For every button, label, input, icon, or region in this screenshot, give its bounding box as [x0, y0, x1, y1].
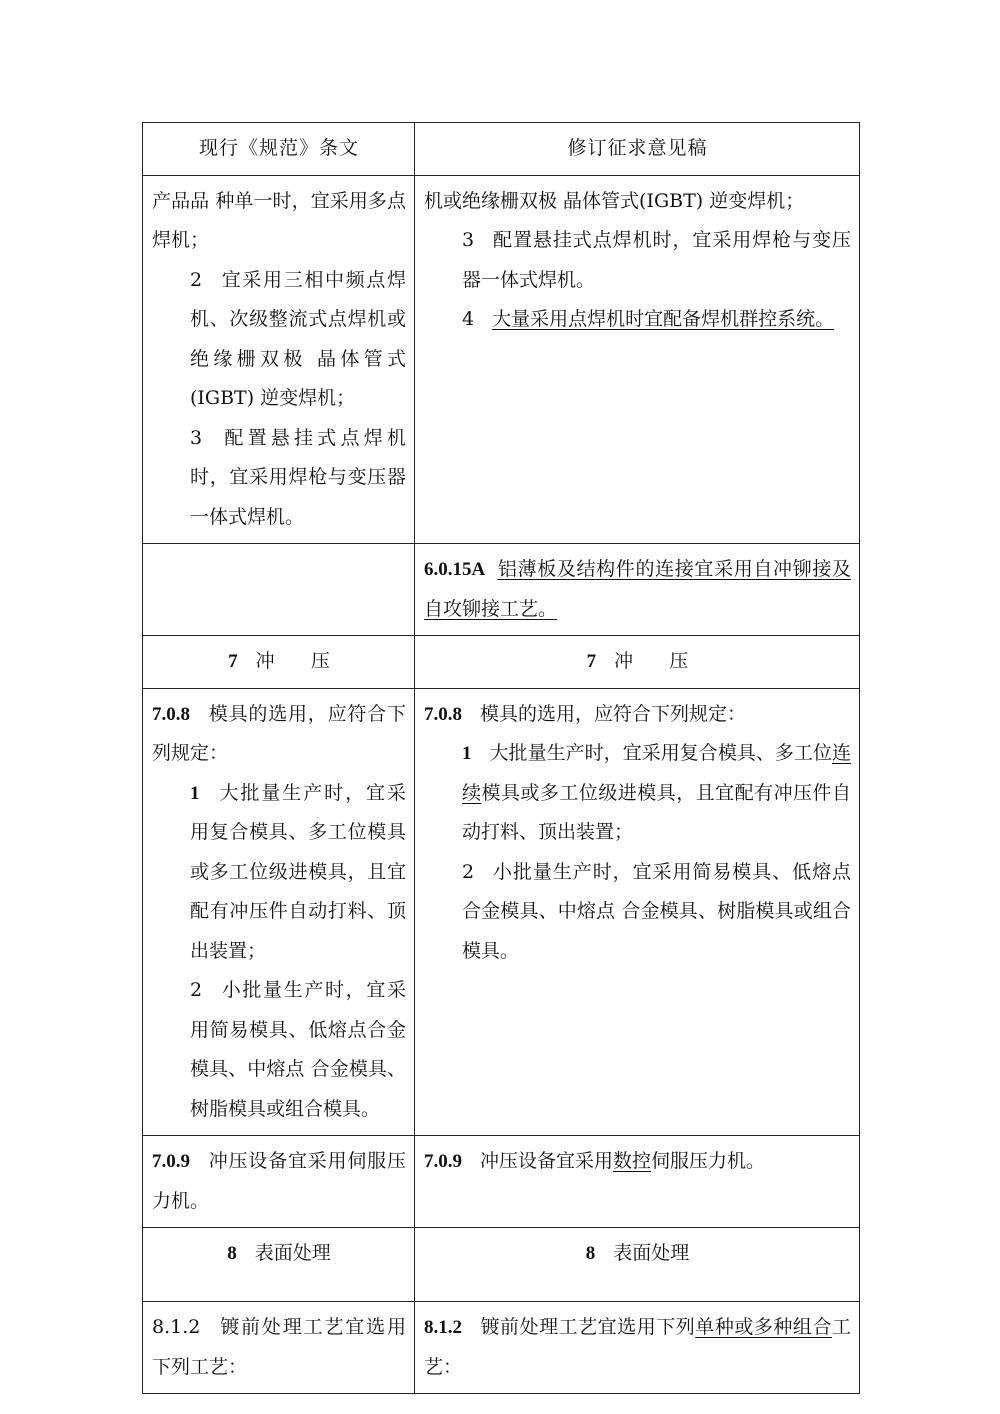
clause-item — [424, 300, 851, 340]
clause-text — [152, 1142, 406, 1221]
clause-body: 工艺： — [424, 1316, 851, 1378]
clause-item — [152, 261, 406, 419]
cell-revision-chapter — [415, 1228, 860, 1302]
clause-text: 产品品 种单一时，宜采用多点焊机； — [152, 189, 406, 251]
item-number: 2 — [462, 860, 475, 883]
item-text: 宜采用三相中频点焊机、次级整流式点焊机或绝缘栅双极 晶体管式(IGBT) 逆变焊机； — [190, 268, 406, 409]
item-text: 模具或多工位级进模具，且宜配有冲压件自动打料、顶出装置； — [462, 781, 851, 843]
clause-body: 镀前处理工艺宜选用下列工艺： — [152, 1316, 406, 1378]
clause-body: 伺服压力机。 — [651, 1150, 766, 1172]
header-current-clause: 现行《规范》条文 — [143, 123, 415, 176]
clause-text-added: 数控 — [613, 1150, 652, 1172]
clause-text: 机或绝缘栅双极 晶体管式(IGBT) 逆变焊机； — [424, 189, 805, 212]
chapter-number: 8 — [585, 1243, 596, 1264]
chapter-row — [143, 636, 860, 689]
chapter-title: 表面处理 — [254, 1242, 331, 1264]
clause-item — [424, 221, 851, 300]
item-text: 小批量生产时，宜采用简易模具、低熔点合金模具、中熔点 合金模具、树脂模具或组合模具。 — [462, 860, 851, 962]
clause-number: 8.1.2 — [152, 1316, 201, 1338]
chapter-row — [143, 1228, 860, 1302]
chapter-number: 8 — [227, 1243, 237, 1264]
cell-current — [143, 688, 415, 1136]
cell-current — [143, 1136, 415, 1228]
clause-number: 7.0.8 — [424, 703, 462, 725]
cell-revision — [415, 688, 860, 1136]
clause-number: 8.1.2 — [424, 1317, 462, 1338]
item-number: 3 — [462, 229, 475, 251]
item-number: 2 — [190, 268, 203, 291]
clause-text — [424, 1308, 851, 1387]
cell-current-chapter — [143, 1228, 415, 1302]
cell-revision — [415, 1302, 860, 1394]
chapter-title: 冲 压 — [614, 650, 689, 672]
clause-intro: 模具的选用，应符合下列规定： — [152, 702, 406, 764]
item-text: 配置悬挂式点焊机时，宜采用焊枪与变压器一体式焊机。 — [190, 426, 406, 528]
clause-intro: 模具的选用，应符合下列规定： — [480, 702, 747, 725]
clause-body: 镀前处理工艺宜选用下列 — [480, 1316, 696, 1338]
clause-text-added: 单种或多种组合 — [695, 1316, 832, 1338]
table-row — [143, 688, 860, 1136]
chapter-number: 7 — [228, 651, 238, 672]
clause-item — [424, 734, 851, 853]
item-text: 大批量生产时，宜采用复合模具、多工位模具或多工位级进模具，且宜配有冲压件自动打料、顶出装置； — [190, 781, 406, 962]
comparison-table — [142, 122, 860, 1394]
item-text-added: 大量采用点焊机时宜配备焊机群控系统。 — [492, 308, 835, 330]
cell-current — [143, 175, 415, 544]
chapter-title: 冲 压 — [255, 650, 330, 672]
clause-item — [152, 419, 406, 538]
item-text: 配置悬挂式点焊机时，宜采用焊枪与变压器一体式焊机。 — [462, 229, 851, 291]
item-text: 小批量生产时，宜采用简易模具、低熔点合金模具、中熔点 合金模具、树脂模具或组合模具。 — [190, 979, 406, 1120]
clause-number: 7.0.9 — [424, 1151, 462, 1172]
item-number: 2 — [190, 979, 203, 1001]
table-row — [143, 1302, 860, 1394]
table-header-row — [143, 123, 860, 176]
clause-item — [152, 774, 406, 972]
clause-number: 6.0.15A — [424, 559, 486, 580]
cell-current-empty — [143, 544, 415, 636]
header-revision-draft: 修订征求意见稿 — [415, 123, 860, 176]
clause-text — [424, 550, 851, 629]
clause-number: 7.0.8 — [152, 703, 190, 725]
cell-current — [143, 1302, 415, 1394]
clause-text-added: 铝薄板及结构件的连接宜采用自冲铆接及自攻铆接工艺。 — [424, 558, 851, 620]
item-text: 大批量生产时，宜采用复合模具、多工位 — [489, 742, 832, 764]
item-number: 3 — [190, 426, 203, 449]
clause-text — [424, 1142, 851, 1182]
clause-text — [152, 695, 406, 774]
item-number: 1 — [462, 743, 472, 764]
clause-body: 冲压设备宜采用伺服压力机。 — [152, 1150, 406, 1212]
table-row — [143, 544, 860, 636]
item-number: 1 — [190, 782, 200, 804]
cell-revision — [415, 175, 860, 544]
cell-revision — [415, 544, 860, 636]
clause-text — [424, 695, 851, 735]
chapter-title: 表面处理 — [613, 1242, 690, 1264]
clause-item — [424, 853, 851, 972]
clause-text — [152, 1308, 406, 1387]
item-text-added: 连续 — [462, 742, 851, 804]
chapter-number: 7 — [586, 651, 597, 672]
item-number: 4 — [462, 308, 475, 330]
table-row — [143, 1136, 860, 1228]
cell-current-chapter — [143, 636, 415, 689]
cell-revision-chapter — [415, 636, 860, 689]
clause-item — [152, 971, 406, 1129]
clause-body: 冲压设备宜采用 — [480, 1150, 614, 1172]
clause-number: 7.0.9 — [152, 1151, 190, 1172]
table-row — [143, 175, 860, 544]
cell-revision — [415, 1136, 860, 1228]
